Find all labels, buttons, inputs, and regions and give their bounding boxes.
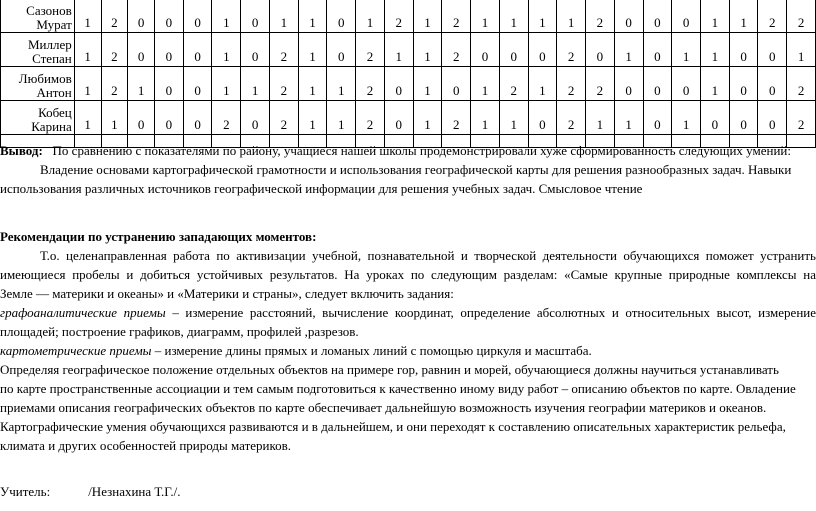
- score-cell: 1: [557, 0, 586, 33]
- score-cell: 2: [356, 67, 385, 101]
- score-cell: 0: [614, 0, 643, 33]
- score-cell: 1: [586, 101, 615, 135]
- score-cell: 1: [212, 67, 241, 101]
- student-second-line: Антон: [36, 85, 72, 100]
- score-cell: 0: [241, 101, 270, 135]
- rec-paragraph-1-line-2: имеющиеся пробелы и добиться устойчивых результатов. На уроках по следующим разделам: «Самые крупные природные комплексы на: [0, 267, 816, 282]
- score-cell: 0: [241, 33, 270, 67]
- score-cell: 1: [212, 0, 241, 33]
- score-cell: 0: [327, 0, 356, 33]
- score-cell: 2: [557, 101, 586, 135]
- rec-paragraph-1-line-3: Земле — материки и океаны» и «Материки и страны», следует включить задания:: [0, 286, 454, 301]
- student-name-cell: [1, 33, 75, 67]
- conclusion-line-2: Владение основами картографической грамотности и использования географической карты для решения разнообразных задач. Навыки: [40, 162, 792, 177]
- score-cell: 2: [384, 0, 413, 33]
- cartometric-text: – измерение длины прямых и ломаных линий с помощью циркуля и масштаба.: [151, 343, 592, 358]
- rec-paragraph-2-line-2: по карте пространственные ассоциации и тем самым подготовиться к качественно иному виду работ – описанию объектов по карте. Овладение: [0, 381, 796, 396]
- score-cell: 1: [700, 0, 729, 33]
- score-cell: 0: [643, 0, 672, 33]
- student-first-line: Кобец: [38, 105, 72, 120]
- score-cell: 0: [471, 33, 500, 67]
- rec-paragraph-2-line-4: Картографические умения обучающихся развиваются и в дальнейшем, и они переходят к составлению описательных характеристик рельефа,: [0, 419, 786, 434]
- score-cell: 1: [528, 67, 557, 101]
- score-cell: 2: [212, 101, 241, 135]
- score-cell: 1: [327, 67, 356, 101]
- score-cell: 1: [298, 0, 327, 33]
- student-name-cell: [1, 0, 75, 33]
- student-row: [1, 101, 816, 135]
- score-cell: 0: [758, 67, 787, 101]
- score-cell: 1: [384, 33, 413, 67]
- score-cell: 2: [787, 67, 816, 101]
- student-row: [1, 33, 816, 67]
- score-cell: 1: [269, 0, 298, 33]
- score-cell: 2: [442, 0, 471, 33]
- score-cell: 0: [327, 33, 356, 67]
- score-cell: 2: [269, 101, 298, 135]
- rec-paragraph-2-line-3: приемами описания географических объектов по карте обеспечивает дальнейшую возможность изучения географии материков и океанов.: [0, 400, 767, 415]
- rec-paragraph-2-line-5: климата и других особенностей природы материков.: [0, 438, 292, 453]
- score-cell: 0: [499, 33, 528, 67]
- score-cell: 0: [758, 33, 787, 67]
- score-cell: 0: [155, 0, 184, 33]
- score-cell: 2: [442, 33, 471, 67]
- score-cell: 0: [729, 67, 758, 101]
- student-name-cell: [1, 67, 75, 101]
- results-table-body: [1, 0, 816, 148]
- conclusion-label: Вывод:: [0, 143, 43, 158]
- score-cell: 1: [101, 101, 128, 135]
- score-cell: 2: [269, 33, 298, 67]
- score-cell: 2: [356, 33, 385, 67]
- score-cell: 1: [74, 33, 101, 67]
- score-cell: 0: [442, 67, 471, 101]
- score-cell: 1: [413, 33, 442, 67]
- score-cell: 0: [128, 33, 155, 67]
- score-cell: 0: [183, 101, 212, 135]
- score-cell: 1: [298, 33, 327, 67]
- score-cell: 0: [183, 0, 212, 33]
- score-cell: 1: [413, 101, 442, 135]
- recommendations-heading: Рекомендации по устранению западающих моментов:: [0, 229, 317, 244]
- score-cell: 0: [241, 0, 270, 33]
- score-cell: 1: [298, 101, 327, 135]
- conclusion-section: [0, 141, 816, 198]
- conclusion-line-1: По сравнению с показателями по району, учащиеся нашей школы продемонстрировали хуже сформированность следующих умений:: [52, 143, 791, 158]
- rec-paragraph-1-line-1: Т.о. целенаправленная работа по активизации учебной, познавательной и творческой деятельности обучающихся поможет устранить: [40, 248, 816, 263]
- score-cell: 0: [643, 67, 672, 101]
- score-cell: 1: [614, 101, 643, 135]
- score-cell: 1: [700, 67, 729, 101]
- score-cell: 1: [614, 33, 643, 67]
- score-cell: 0: [528, 33, 557, 67]
- score-cell: 1: [413, 0, 442, 33]
- score-cell: 2: [586, 67, 615, 101]
- score-cell: 0: [155, 67, 184, 101]
- score-cell: 0: [672, 67, 701, 101]
- score-cell: 1: [528, 0, 557, 33]
- score-cell: 0: [614, 67, 643, 101]
- student-name-cell: [1, 101, 75, 135]
- signature-block: [0, 482, 816, 501]
- score-cell: 2: [101, 0, 128, 33]
- score-cell: 1: [74, 67, 101, 101]
- student-second-line: Степан: [32, 51, 72, 66]
- score-cell: 0: [672, 0, 701, 33]
- score-cell: 1: [74, 101, 101, 135]
- score-cell: 2: [101, 33, 128, 67]
- teacher-name: /Незнахина Т.Г./.: [88, 484, 181, 499]
- score-cell: 1: [471, 67, 500, 101]
- score-cell: 0: [528, 101, 557, 135]
- score-cell: 1: [672, 33, 701, 67]
- score-cell: 1: [729, 0, 758, 33]
- score-cell: 0: [729, 33, 758, 67]
- score-cell: 0: [155, 101, 184, 135]
- score-cell: 2: [557, 67, 586, 101]
- student-first-line: Любимов: [18, 71, 72, 86]
- score-cell: 0: [643, 101, 672, 135]
- score-cell: 1: [787, 33, 816, 67]
- score-cell: 1: [298, 67, 327, 101]
- score-cell: 0: [155, 33, 184, 67]
- score-cell: 0: [758, 101, 787, 135]
- conclusion-line-3: использования различных источников географической информации для решения учебных задач. Смысловое чтение: [0, 181, 643, 196]
- student-first-line: Сазонов: [26, 3, 72, 18]
- score-cell: 2: [557, 33, 586, 67]
- score-cell: 2: [442, 101, 471, 135]
- student-row: [1, 0, 816, 33]
- graphoanalytic-line-2: площадей; построение графиков, диаграмм, профилей ,разрезов.: [0, 324, 359, 339]
- recommendations-section: [0, 227, 816, 455]
- score-cell: 1: [471, 101, 500, 135]
- graphoanalytic-label: графоаналитические приемы: [0, 305, 166, 320]
- score-cell: 2: [499, 67, 528, 101]
- score-cell: 0: [586, 33, 615, 67]
- score-cell: 0: [183, 33, 212, 67]
- student-second-line: Карина: [31, 119, 72, 134]
- score-cell: 1: [499, 101, 528, 135]
- score-cell: 0: [700, 101, 729, 135]
- score-cell: 0: [384, 67, 413, 101]
- score-cell: 1: [672, 101, 701, 135]
- score-cell: 1: [128, 67, 155, 101]
- score-cell: 0: [128, 0, 155, 33]
- student-second-line: Мурат: [36, 17, 72, 32]
- cartometric-label: картометрические приемы: [0, 343, 152, 358]
- score-cell: 1: [413, 67, 442, 101]
- score-cell: 1: [327, 101, 356, 135]
- score-cell: 2: [787, 101, 816, 135]
- score-cell: 1: [74, 0, 101, 33]
- score-cell: 1: [499, 0, 528, 33]
- graphoanalytic-line-1: – измерение расстояний, вычисление координат, определение абсолютных и относительных высот, измерение: [165, 305, 816, 320]
- rec-paragraph-2-line-1: Определяя географическое положение отдельных объектов на примере гор, равнин и морей, обучающиеся должны научиться устанавливать: [0, 362, 779, 377]
- score-cell: 0: [183, 67, 212, 101]
- score-cell: 1: [356, 0, 385, 33]
- score-cell: 2: [269, 67, 298, 101]
- score-cell: 1: [241, 67, 270, 101]
- results-table: [0, 0, 816, 148]
- score-cell: 0: [128, 101, 155, 135]
- score-cell: 0: [643, 33, 672, 67]
- signature-label: Учитель:: [0, 484, 51, 499]
- score-cell: 2: [787, 0, 816, 33]
- score-cell: 1: [212, 33, 241, 67]
- score-cell: 2: [356, 101, 385, 135]
- student-first-line: Миллер: [28, 37, 72, 52]
- student-row: [1, 67, 816, 101]
- score-cell: 1: [700, 33, 729, 67]
- score-cell: 1: [471, 0, 500, 33]
- score-cell: 0: [729, 101, 758, 135]
- score-cell: 2: [586, 0, 615, 33]
- score-cell: 2: [758, 0, 787, 33]
- score-cell: 2: [101, 67, 128, 101]
- score-cell: 0: [384, 101, 413, 135]
